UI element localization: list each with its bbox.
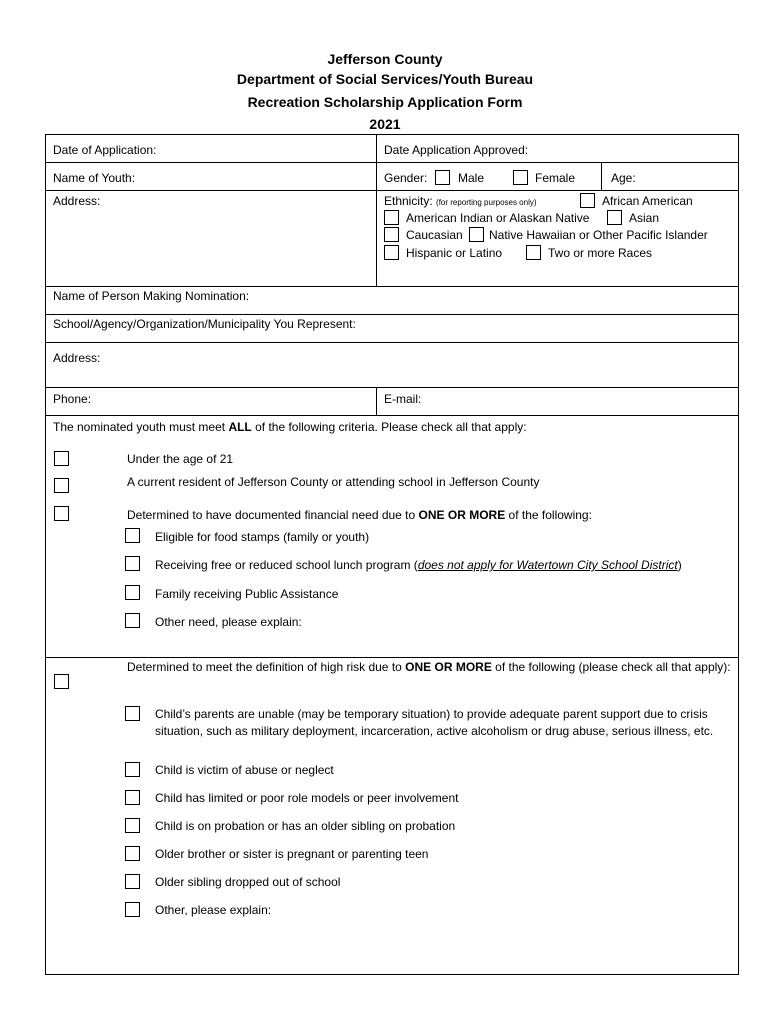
nominator-address-label: Address: (53, 351, 101, 365)
header-department: Department of Social Services/Youth Bureau (236, 71, 534, 87)
african-american-checkbox[interactable] (580, 193, 595, 208)
probation-checkbox[interactable] (125, 818, 140, 833)
female-label: Female (535, 171, 576, 185)
under-21-checkbox[interactable] (54, 451, 69, 466)
victim-abuse-label: Child is victim of abuse or neglect (155, 763, 334, 777)
probation-label: Child is on probation or has an older sibling on probation (155, 819, 456, 833)
financial-need-text: Determined to have documented financial need due to (127, 508, 419, 522)
pregnant-sibling-label: Older brother or sister is pregnant or parenting teen (155, 847, 429, 861)
two-or-more-checkbox[interactable] (526, 245, 541, 260)
high-risk-text-end: of the following (please check all that apply): (491, 660, 731, 674)
phone-label: Phone: (53, 392, 92, 406)
ethnicity-note: (for reporting purposes only) (436, 198, 537, 207)
resident-label: A current resident of Jefferson County or attending school in Jefferson County (127, 475, 540, 489)
name-of-youth-label: Name of Youth: (53, 171, 136, 185)
other-risk-label: Other, please explain: (155, 903, 272, 917)
criteria-intro (53, 419, 527, 435)
male-label: Male (458, 171, 485, 185)
date-of-application-label: Date of Application: (53, 143, 157, 157)
other-risk-checkbox[interactable] (125, 902, 140, 917)
organization-label: School/Agency/Organization/Municipality You Represent: (53, 317, 356, 331)
caucasian-label: Caucasian (406, 228, 463, 242)
public-assistance-checkbox[interactable] (125, 585, 140, 600)
school-lunch-close: ) (677, 558, 682, 572)
header-form-title: Recreation Scholarship Application Form (247, 94, 523, 110)
dropped-out-checkbox[interactable] (125, 874, 140, 889)
dropped-out-label: Older sibling dropped out of school (155, 875, 341, 889)
criteria-intro-text-end: of the following criteria. Please check all that apply: (251, 420, 527, 434)
asian-checkbox[interactable] (607, 210, 622, 225)
parents-unable-label: Child’s parents are unable (may be temporary situation) to provide adequate parent support due to crisis situation, such as military deployment, incarceration, active alcoholism or drug abuse, serious illness, etc. (155, 707, 714, 738)
school-lunch-text: Receiving free or reduced school lunch program ( (155, 558, 418, 572)
role-models-label: Child has limited or poor role models or peer involvement (155, 791, 459, 805)
male-checkbox[interactable] (435, 170, 450, 185)
high-risk-label (127, 659, 732, 675)
ethnicity-group (384, 193, 537, 211)
food-stamps-checkbox[interactable] (125, 528, 140, 543)
two-or-more-label: Two or more Races (548, 246, 653, 260)
address-label: Address: (53, 194, 101, 208)
other-need-label: Other need, please explain: (155, 615, 302, 629)
high-risk-text: Determined to meet the definition of high risk due to (127, 660, 406, 674)
date-approved-label: Date Application Approved: (384, 143, 529, 157)
native-hawaiian-label: Native Hawaiian or Other Pacific Islander (489, 228, 708, 242)
native-hawaiian-checkbox[interactable] (469, 227, 484, 242)
asian-label: Asian (629, 211, 660, 225)
american-indian-label: American Indian or Alaskan Native (406, 211, 590, 225)
parents-unable-checkbox[interactable] (125, 706, 140, 721)
row-address2 (46, 343, 738, 388)
victim-abuse-checkbox[interactable] (125, 762, 140, 777)
under-21-label: Under the age of 21 (127, 452, 234, 466)
hispanic-checkbox[interactable] (384, 245, 399, 260)
pregnant-sibling-checkbox[interactable] (125, 846, 140, 861)
hispanic-label: Hispanic or Latino (406, 246, 503, 260)
public-assistance-label: Family receiving Public Assistance (155, 587, 339, 601)
other-need-checkbox[interactable] (125, 613, 140, 628)
application-form (45, 134, 739, 975)
american-indian-checkbox[interactable] (384, 210, 399, 225)
caucasian-checkbox[interactable] (384, 227, 399, 242)
criteria-intro-bold: ALL (228, 420, 252, 434)
age-divider (601, 163, 602, 191)
financial-need-checkbox[interactable] (54, 506, 69, 521)
high-risk-checkbox[interactable] (54, 674, 69, 689)
school-lunch-label (155, 557, 682, 573)
column-divider (376, 135, 377, 287)
header-county: Jefferson County (327, 51, 443, 67)
food-stamps-label: Eligible for food stamps (family or youth) (155, 530, 370, 544)
female-checkbox[interactable] (513, 170, 528, 185)
resident-checkbox[interactable] (54, 478, 69, 493)
ethnicity-label: Ethnicity: (384, 194, 433, 208)
financial-need-text-end: of the following: (505, 508, 592, 522)
school-lunch-checkbox[interactable] (125, 556, 140, 571)
african-american-label: African American (602, 194, 693, 208)
email-label: E-mail: (384, 392, 422, 406)
school-lunch-exception: does not apply for Watertown City School District (417, 558, 678, 572)
header-year: 2021 (369, 116, 401, 132)
financial-need-label (127, 507, 592, 523)
gender-label: Gender: (384, 171, 428, 185)
financial-need-bold: ONE OR MORE (418, 508, 506, 522)
role-models-checkbox[interactable] (125, 790, 140, 805)
email-divider (376, 388, 377, 416)
age-label: Age: (611, 171, 636, 185)
criteria-intro-text: The nominated youth must meet (53, 420, 229, 434)
high-risk-bold: ONE OR MORE (405, 660, 492, 674)
nominator-label: Name of Person Making Nomination: (53, 289, 250, 303)
